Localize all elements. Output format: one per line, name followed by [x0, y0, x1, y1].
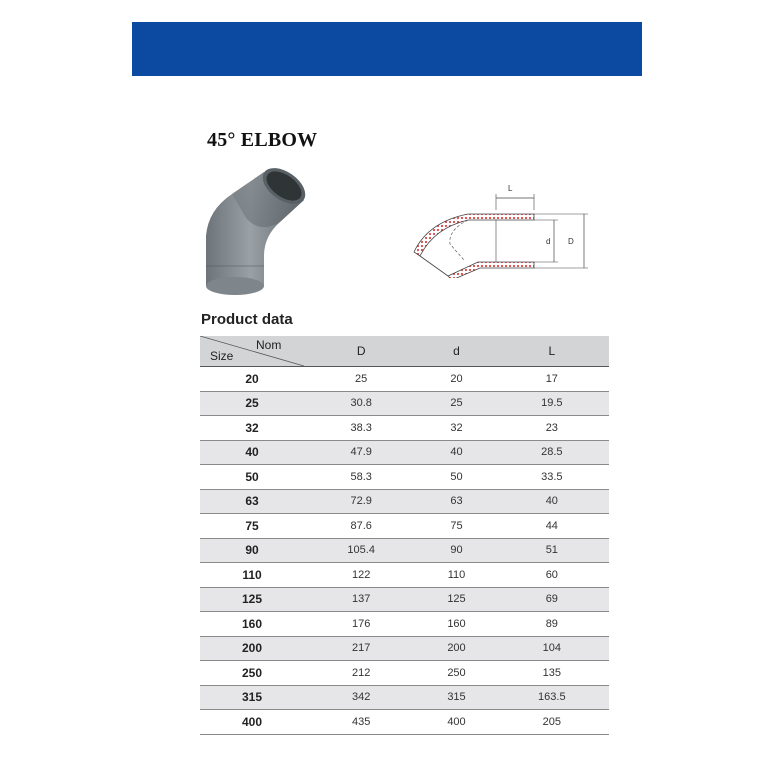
cell-size: 25: [200, 391, 304, 416]
cell-size: 125: [200, 587, 304, 612]
cell-d: 25: [418, 391, 494, 416]
cell-L: 19.5: [495, 391, 609, 416]
diagram-label-D: D: [568, 237, 574, 246]
cell-D: 105.4: [304, 538, 418, 563]
cell-D: 342: [304, 685, 418, 710]
cell-size: 400: [200, 710, 304, 735]
cell-L: 40: [495, 489, 609, 514]
cell-size: 90: [200, 538, 304, 563]
cell-size: 20: [200, 367, 304, 392]
cell-d: 50: [418, 465, 494, 490]
cell-size: 200: [200, 636, 304, 661]
cell-L: 89: [495, 612, 609, 637]
table-row: [200, 440, 609, 465]
cell-size: 315: [200, 685, 304, 710]
table-header-row: [200, 336, 609, 367]
cell-L: 33.5: [495, 465, 609, 490]
header-banner: [132, 22, 642, 76]
cell-size: 75: [200, 514, 304, 539]
cell-D: 212: [304, 661, 418, 686]
cell-d: 32: [418, 416, 494, 441]
cell-L: 23: [495, 416, 609, 441]
table-row: [200, 612, 609, 637]
table-row: [200, 367, 609, 392]
table-row: [200, 514, 609, 539]
cell-d: 63: [418, 489, 494, 514]
product-title: 45° ELBOW: [207, 129, 318, 151]
cell-D: 217: [304, 636, 418, 661]
column-header-L: L: [495, 336, 609, 367]
cell-d: 125: [418, 587, 494, 612]
diagram-label-L: L: [508, 184, 513, 193]
table-row: [200, 538, 609, 563]
cell-D: 38.3: [304, 416, 418, 441]
cell-L: 60: [495, 563, 609, 588]
elbow-dimension-diagram: [408, 180, 598, 278]
cell-D: 25: [304, 367, 418, 392]
cell-d: 90: [418, 538, 494, 563]
table-row: [200, 563, 609, 588]
cell-d: 160: [418, 612, 494, 637]
table-row: [200, 489, 609, 514]
table-row: [200, 661, 609, 686]
section-title: Product data: [201, 311, 293, 328]
cell-D: 47.9: [304, 440, 418, 465]
column-header-D: D: [304, 336, 418, 367]
cell-d: 40: [418, 440, 494, 465]
cell-L: 28.5: [495, 440, 609, 465]
table-row: [200, 465, 609, 490]
cell-D: 122: [304, 563, 418, 588]
elbow-photo: [198, 160, 318, 300]
cell-size: 32: [200, 416, 304, 441]
cell-L: 17: [495, 367, 609, 392]
cell-D: 137: [304, 587, 418, 612]
cell-d: 250: [418, 661, 494, 686]
cell-D: 435: [304, 710, 418, 735]
cell-d: 200: [418, 636, 494, 661]
corner-label-nom: Nom: [256, 338, 282, 352]
cell-size: 250: [200, 661, 304, 686]
table-row: [200, 636, 609, 661]
cell-d: 20: [418, 367, 494, 392]
cell-L: 135: [495, 661, 609, 686]
cell-L: 51: [495, 538, 609, 563]
corner-label-size: Size: [210, 349, 234, 363]
cell-size: 50: [200, 465, 304, 490]
cell-D: 87.6: [304, 514, 418, 539]
cell-d: 400: [418, 710, 494, 735]
cell-size: 40: [200, 440, 304, 465]
diagram-label-d: d: [546, 237, 551, 246]
corner-header: [200, 336, 304, 367]
cell-L: 69: [495, 587, 609, 612]
cell-L: 163.5: [495, 685, 609, 710]
table-row: [200, 710, 609, 735]
cell-L: 205: [495, 710, 609, 735]
cell-L: 44: [495, 514, 609, 539]
cell-size: 110: [200, 563, 304, 588]
cell-size: 63: [200, 489, 304, 514]
cell-D: 72.9: [304, 489, 418, 514]
cell-D: 58.3: [304, 465, 418, 490]
cell-D: 176: [304, 612, 418, 637]
product-data-table: [200, 336, 609, 735]
table-row: [200, 416, 609, 441]
cell-d: 75: [418, 514, 494, 539]
cell-L: 104: [495, 636, 609, 661]
table-row: [200, 587, 609, 612]
cell-d: 315: [418, 685, 494, 710]
cell-size: 160: [200, 612, 304, 637]
cell-d: 110: [418, 563, 494, 588]
column-header-d: d: [418, 336, 494, 367]
cell-D: 30.8: [304, 391, 418, 416]
table-row: [200, 685, 609, 710]
table-row: [200, 391, 609, 416]
